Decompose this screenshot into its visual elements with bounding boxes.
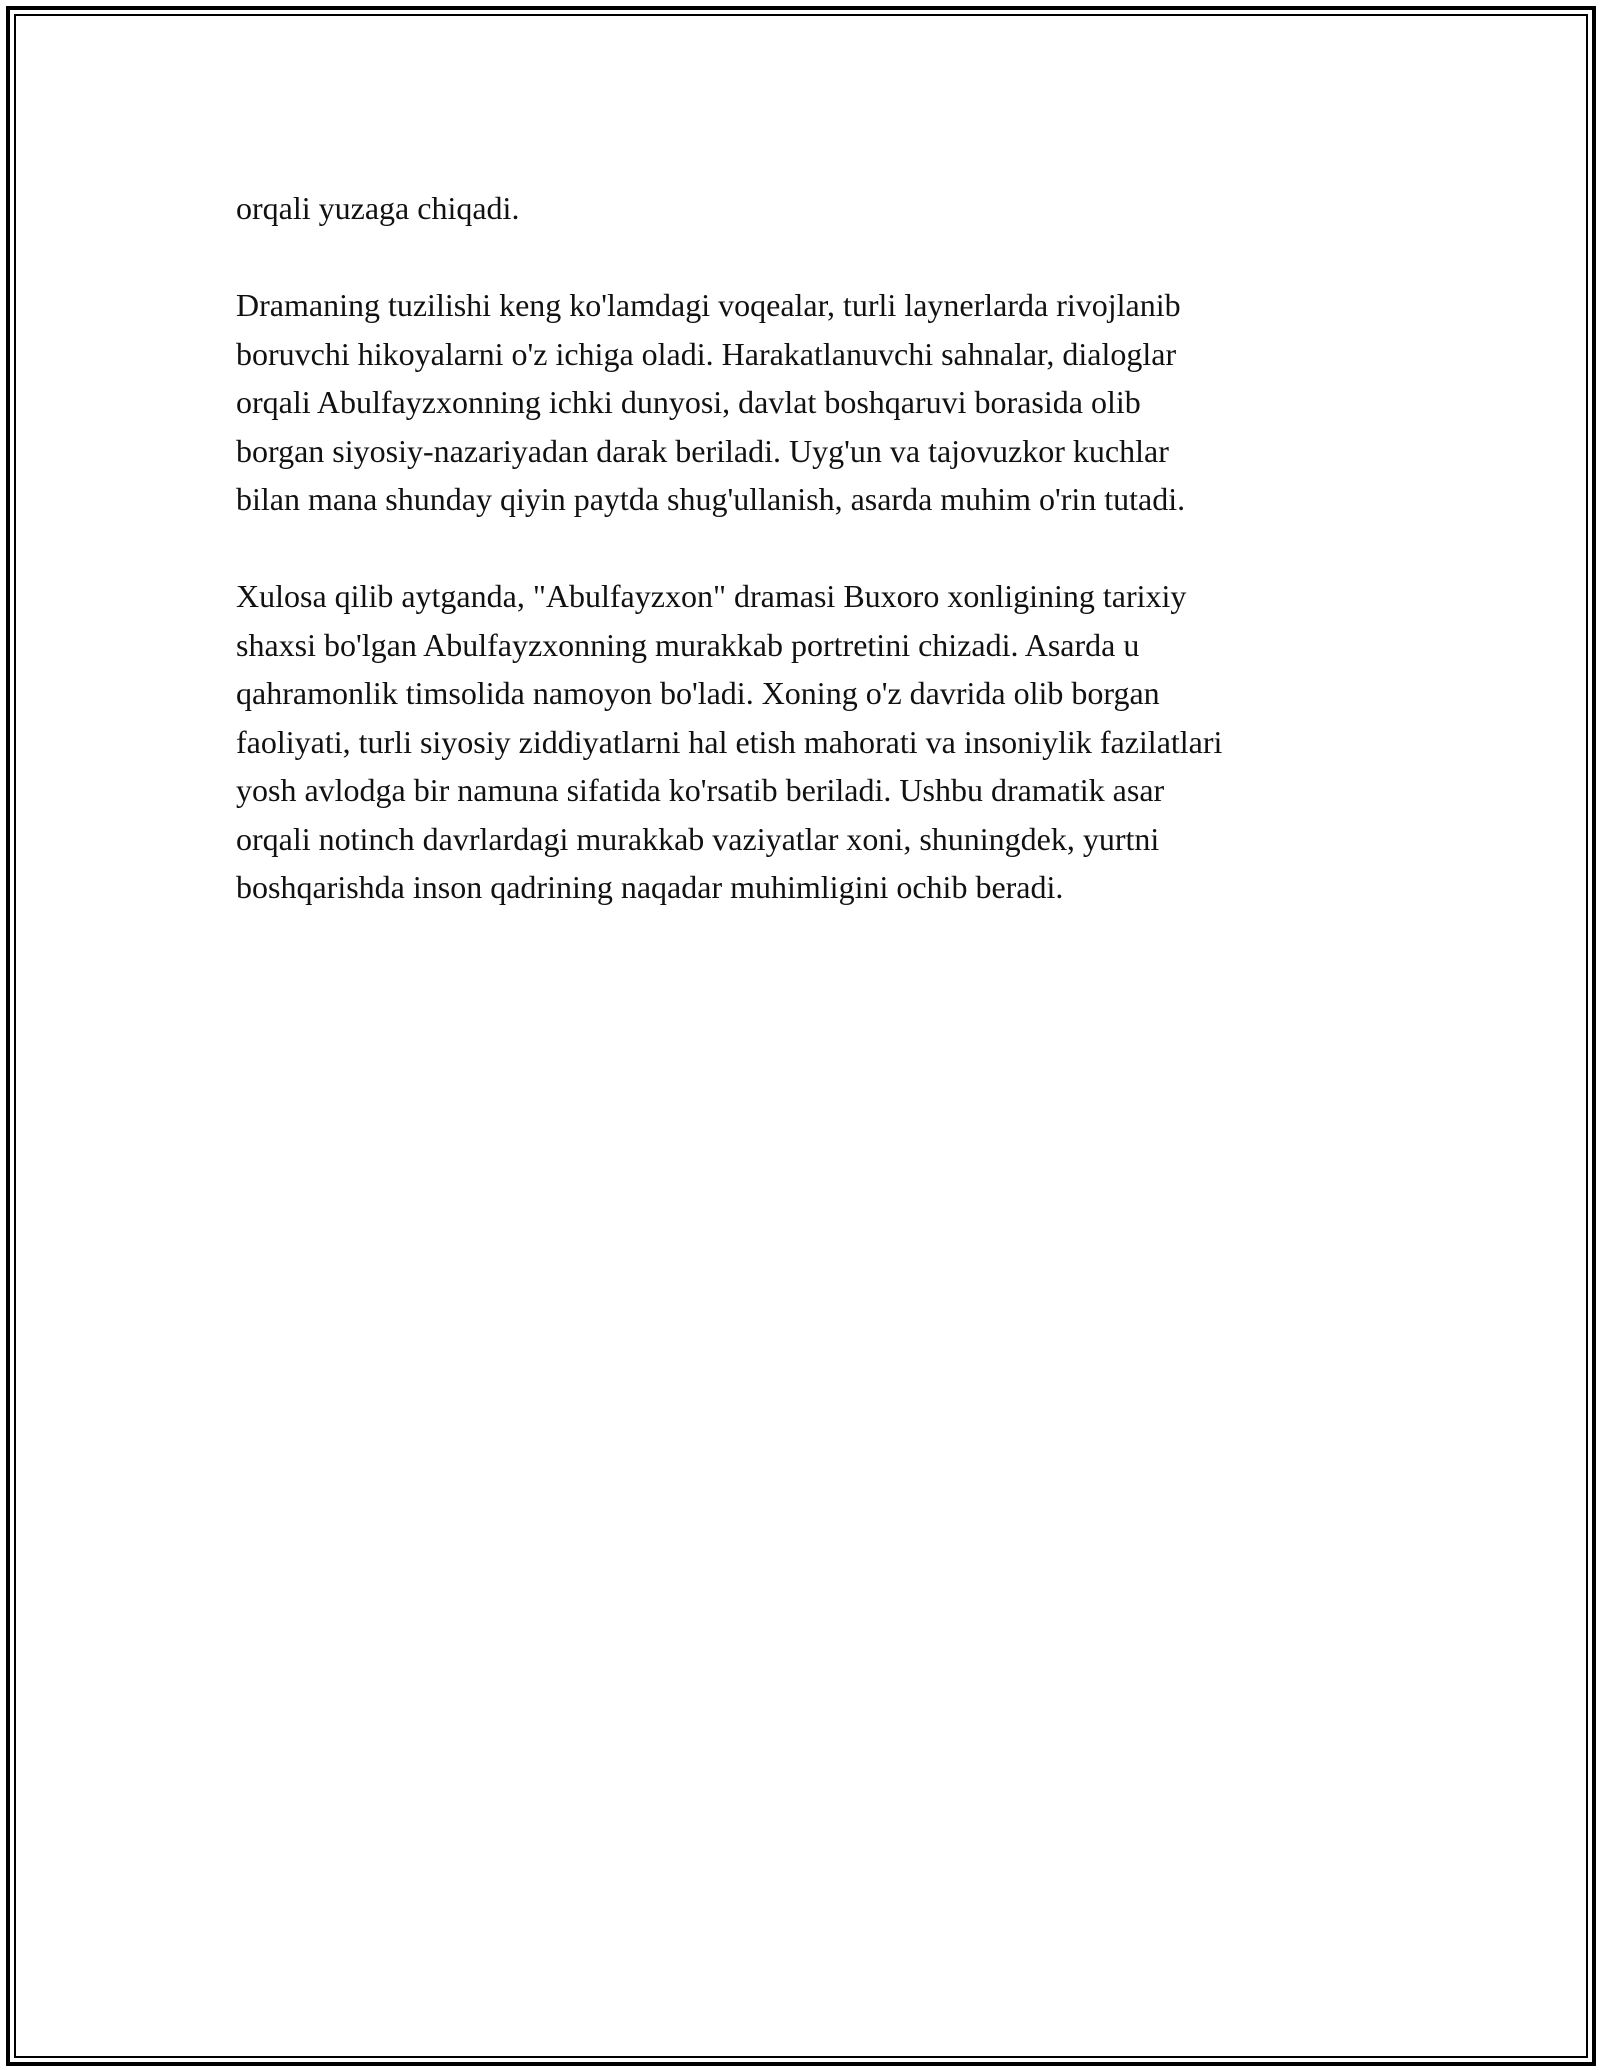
text-line: qahramonlik timsolida namoyon bo'ladi. Xoning o'z davrida olib borgan xyxy=(236,675,1160,711)
text-line: boshqarishda inson qadrining naqadar muhimligini ochib beradi. xyxy=(236,869,1064,905)
document-body xyxy=(236,184,1416,960)
paragraph-conclusion xyxy=(236,572,1416,912)
text-line: orqali Abulfayzxonning ichki dunyosi, davlat boshqaruvi borasida olib xyxy=(236,384,1141,420)
text-line: orqali yuzaga chiqadi. xyxy=(236,190,520,226)
paragraph-drama-structure xyxy=(236,281,1416,524)
text-line: Xulosa qilib aytganda, "Abulfayzxon" dramasi Buxoro xonligining tarixiy xyxy=(236,578,1187,614)
text-line: yosh avlodga bir namuna sifatida ko'rsatib beriladi. Ushbu dramatik asar xyxy=(236,772,1165,808)
text-line: boruvchi hikoyalarni o'z ichiga oladi. Harakatlanuvchi sahnalar, dialoglar xyxy=(236,335,1177,372)
text-line: shaxsi bo'lgan Abulfayzxonning murakkab portretini chizadi. Asarda u xyxy=(236,626,1140,663)
paragraph-continuation xyxy=(236,184,1416,233)
text-line: bilan mana shunday qiyin paytda shug'ullanish, asarda muhim o'rin tutadi. xyxy=(236,481,1186,517)
text-line: borgan siyosiy-nazariyadan darak beriladi. Uyg'un va tajovuzkor kuchlar xyxy=(236,432,1169,469)
text-line: faoliyati, turli siyosiy ziddiyatlarni hal etish mahorati va insoniylik fazilatlari xyxy=(236,723,1223,760)
text-line: Dramaning tuzilishi keng ko'lamdagi voqealar, turli laynerlarda rivojlanib xyxy=(236,287,1181,323)
text-line: orqali notinch davrlardagi murakkab vaziyatlar xoni, shuningdek, yurtni xyxy=(236,820,1160,857)
